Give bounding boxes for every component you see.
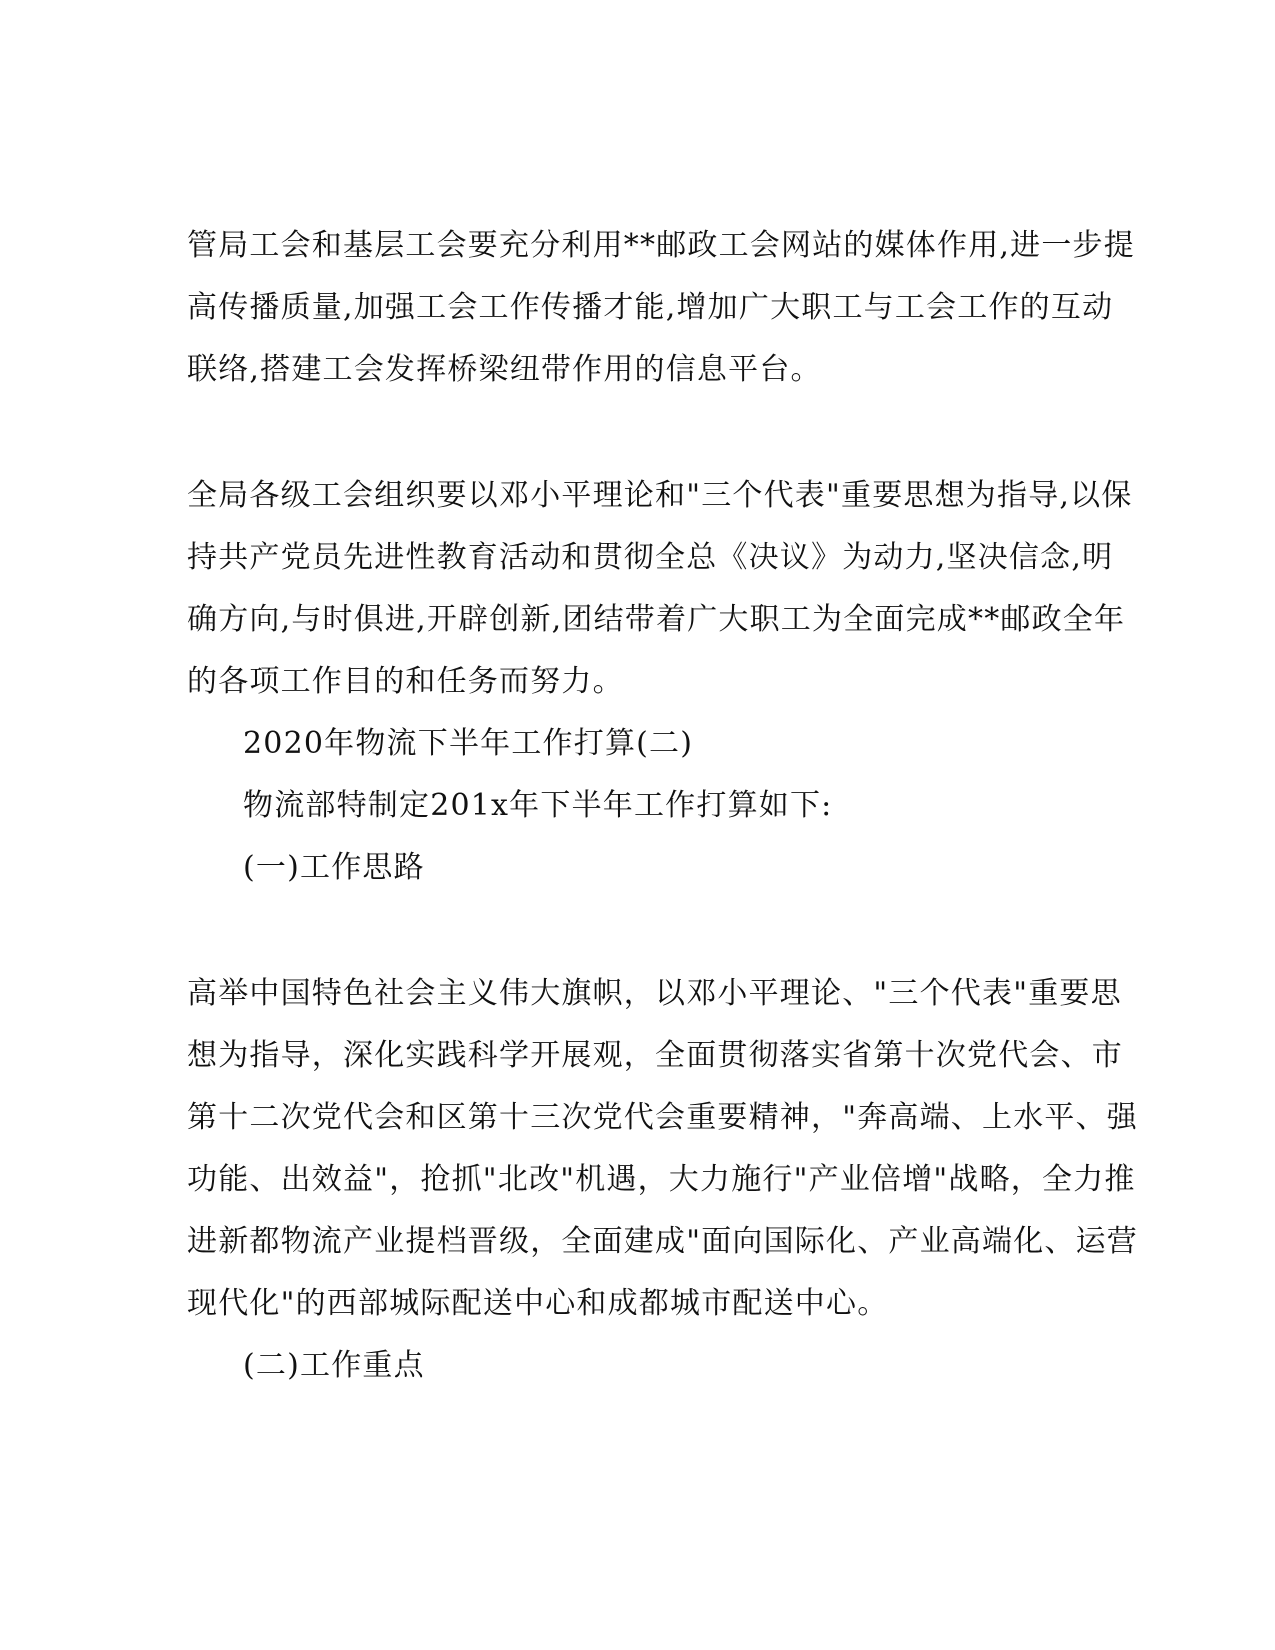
paragraph-3-line-2: 想为指导，深化实践科学开展观，全面贯彻落实省第十次党代会、市	[187, 1038, 1123, 1073]
paragraph-3-line-5: 进新都物流产业提档晋级，全面建成"面向国际化、产业高端化、运营	[187, 1224, 1138, 1259]
paragraph-3-line-6: 现代化"的西部城际配送中心和成都城市配送中心。	[187, 1286, 889, 1321]
paragraph-3-line-4: 功能、出效益"，抢抓"北改"机遇，大力施行"产业倍增"战略，全力推	[187, 1162, 1136, 1197]
section-2-title: (二)工作重点	[243, 1348, 425, 1383]
paragraph-1-line-3: 联络,搭建工会发挥桥梁纽带作用的信息平台。	[187, 352, 822, 387]
paragraph-3-line-3: 第十二次党代会和区第十三次党代会重要精神，"奔高端、上水平、强	[187, 1100, 1138, 1135]
paragraph-2-line-4: 的各项工作目的和任务而努力。	[187, 664, 624, 699]
paragraph-1-line-1: 管局工会和基层工会要充分利用**邮政工会网站的媒体作用,进一步提	[187, 228, 1135, 263]
paragraph-2-line-3: 确方向,与时俱进,开辟创新,团结带着广大职工为全面完成**邮政全年	[187, 602, 1126, 637]
paragraph-2-line-1: 全局各级工会组织要以邓小平理论和"三个代表"重要思想为指导,以保	[187, 478, 1133, 513]
intro-line: 物流部特制定201x年下半年工作打算如下:	[243, 788, 833, 823]
document-heading: 2020年物流下半年工作打算(二)	[243, 726, 694, 761]
section-1-title: (一)工作思路	[243, 850, 425, 885]
paragraph-3-line-1: 高举中国特色社会主义伟大旗帜，以邓小平理论、"三个代表"重要思	[187, 976, 1122, 1011]
paragraph-2-line-2: 持共产党员先进性教育活动和贯彻全总《决议》为动力,坚决信念,明	[187, 540, 1114, 575]
paragraph-1-line-2: 高传播质量,加强工会工作传播才能,增加广大职工与工会工作的互动	[187, 290, 1114, 325]
